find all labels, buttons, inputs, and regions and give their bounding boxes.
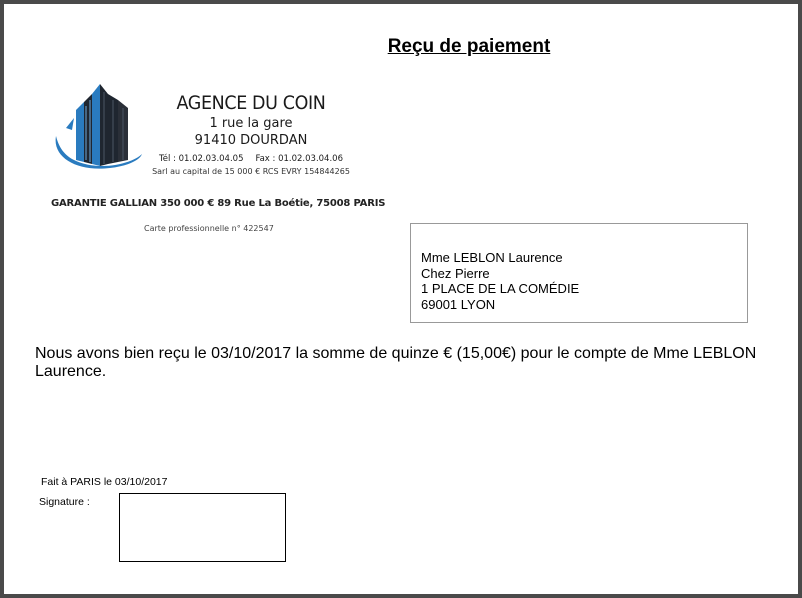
agency-street: 1 rue la gare <box>209 116 293 131</box>
recipient-address-box <box>410 223 748 323</box>
recipient-line2: Chez Pierre <box>421 265 490 281</box>
place-date: Fait à PARIS le 03/10/2017 <box>41 476 168 488</box>
recipient-street: 1 PLACE DE LA COMÉDIE <box>421 281 580 296</box>
recipient-name: Mme LEBLON Laurence <box>421 250 563 265</box>
building-logo-icon <box>48 80 144 180</box>
document-title: Reçu de paiement <box>387 36 551 57</box>
signature-label: Signature : <box>39 496 90 508</box>
agency-header <box>144 92 358 176</box>
receipt-message: Nous avons bien reçu le 03/10/2017 la somme de quinze € (15,00€) pour le compte de Mme LEBLON Laurence. <box>35 345 757 380</box>
signature-box <box>119 493 286 562</box>
agency-city: 91410 DOURDAN <box>194 133 308 148</box>
agency-contacts <box>144 154 358 164</box>
agency-phone: Tél : 01.02.03.04.05 <box>158 154 244 164</box>
recipient-city: 69001 LYON <box>421 296 496 312</box>
agency-guarantee: GARANTIE GALLIAN 350 000 € 89 Rue La Boétie, 75008 PARIS <box>51 198 386 209</box>
agency-capital: Sarl au capital de 15 000 € RCS EVRY 154844265 <box>152 167 350 176</box>
agency-name: AGENCE DU COIN <box>176 92 326 114</box>
agency-fax: Fax : 01.02.03.04.06 <box>255 154 343 164</box>
agency-card-number: Carte professionnelle n° 422547 <box>144 224 274 233</box>
